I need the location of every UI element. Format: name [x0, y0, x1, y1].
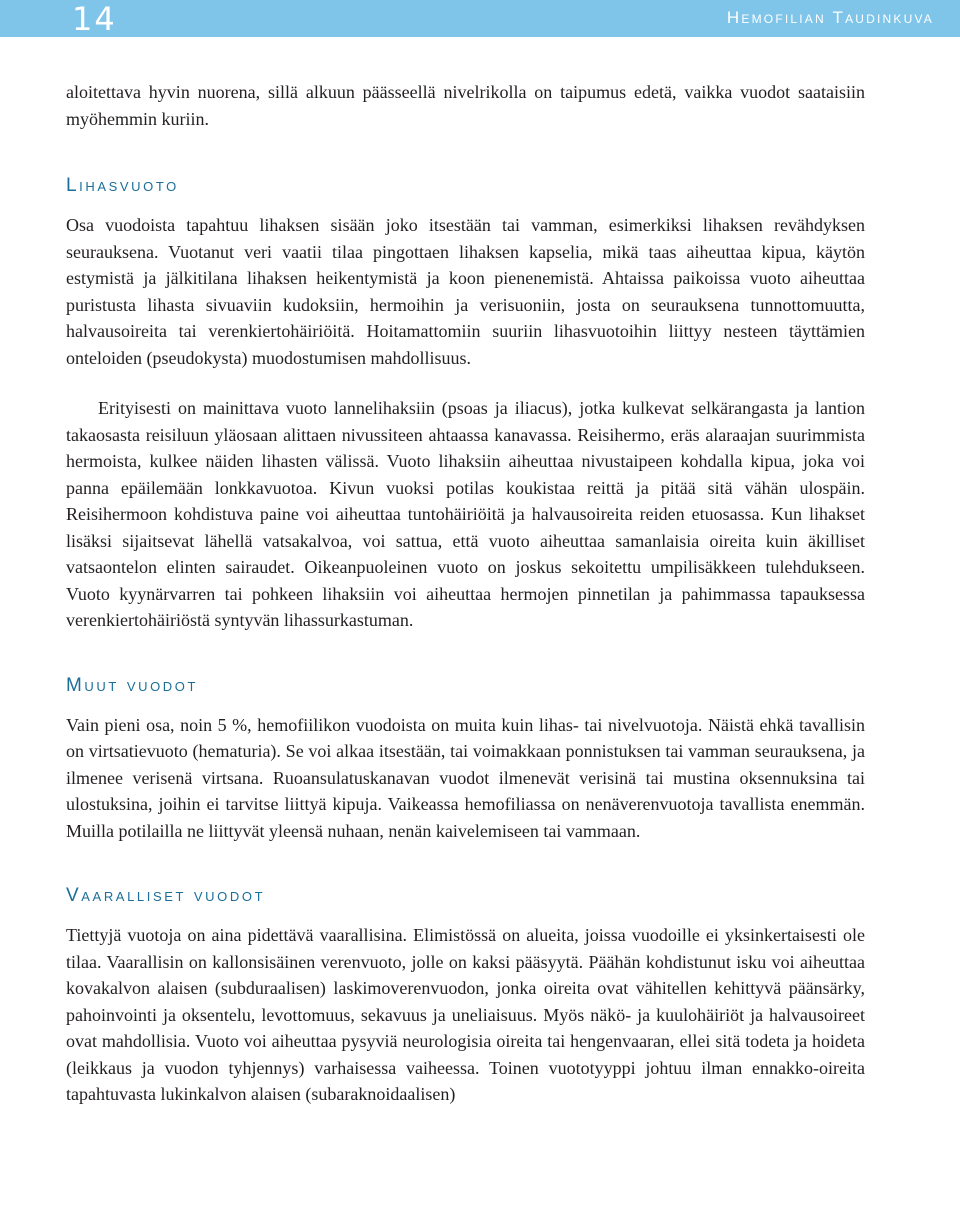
- page-number: 14: [72, 0, 117, 38]
- lihasvuoto-paragraph-1: Osa vuodoista tapahtuu lihaksen sisään joko itsestään tai vamman, esimerkiksi lihaksen revähdyksen seurauksena. Vuotanut veri vaatii tilaa pingottaen lihaksen kapselia, mikä taas aiheuttaa kipua, käytön estymistä ja jälkitilana lihaksen heikentymistä ja koon pienenemistä. Ahtaissa paikoissa vuoto aiheuttaa puristusta lihasta sivuaviin kudoksiin, hermoihin ja verisuoniin, josta on seurauksena tunnottomuutta, halvausoireita tai verenkiertohäiriöitä. Hoitamattomiin suuriin lihasvuotoihin liittyy nesteen täyttämien onteloiden (pseudokysta) muodostumisen mahdollisuus.: [66, 215, 865, 368]
- lihasvuoto-paragraph-2: Erityisesti on mainittava vuoto lannelihaksiin (psoas ja iliacus), jotka kulkevat selkärangasta ja lantion takaosasta reisiluun yläosaan alittaen nivussiteen ahtaassa kanavassa. Reisihermo, eräs alaraajan suurimmista hermoista, kulkee näiden lihasten välissä. Vuoto lihaksiin aiheuttaa nivustaipeen kohdalla kipua, joka voi panna epäilemään lonkkavuotoa. Kivun vuoksi potilas koukistaa reittä ja pitää sitä vähän ulospäin. Reisihermoon kohdistuva paine voi aiheuttaa tuntohäiriöitä ja halvausoireita reiden etuosassa. Kun lihakset lisäksi sijaitsevat lähellä vatsakalvoa, voi sattua, että vuoto aiheuttaa samanlaisia oireita kuin äkilliset vatsaontelon elinten sairaudet. Oikeanpuoleinen vuoto on joskus sekoitettu umpilisäkkeen tulehdukseen. Vuoto kyynärvarren tai pohkeen lihaksiin voi aiheuttaa hermojen pinnetilan ja pahimmassa tapauksessa verenkiertohäiriöstä syntyvän lihassurkastuman.: [66, 398, 865, 630]
- header-band: [0, 0, 960, 37]
- page-content: [66, 79, 865, 1108]
- running-title: Hemofilian Taudinkuva: [726, 8, 934, 27]
- muut-vuodot-paragraph: Vain pieni osa, noin 5 %, hemofiilikon vuodoista on muita kuin lihas- tai nivelvuotoja. Näistä ehkä tavallisin on virtsatievuoto (hematuria). Se voi alkaa itsestään, tai voimakkaan ponnistuksen tai vamman seurauksena, ja ilmenee verisenä virtsana. Ruoansulatuskanavan vuodot ilmenevät verisinä tai mustina oksennuksina tai ulostuksina, joihin ei tarvitse liittyä kipuja. Vaikeassa hemofiliassa on nenäverenvuotoja tavallista enemmän. Muilla potilailla ne liittyvät yleensä nuhaan, nenän kaivelemiseen tai vammaan.: [66, 714, 865, 841]
- vaaralliset-vuodot-paragraph: Tiettyjä vuotoja on aina pidettävä vaarallisina. Elimistössä on alueita, joissa vuodoille ei yksinkertaisesti ole tilaa. Vaarallisin on kallonsisäinen verenvuoto, jolle on kaksi pääsyytä. Päähän kohdistunut isku voi aiheuttaa kovakalvon alaisen (subduraalisen) laskimoverenvuodon, jonka oireita ovat vähitellen kehittyvä päänsärky, pahoinvointi ja oksentelu, levottomuus, sekavuus ja uneliaisuus. Myös näkö- ja kuulohäiriöt ja halvausoireet ovat mahdollisia. Vuoto voi aiheuttaa pysyviä neurologisia oireita tai hengenvaaran, ellei sitä todeta ja hoideta (leikkaus ja vuodon tyhjennys) varhaisessa vaiheessa. Toinen vuototyyppi johtuu ilman ennakko-oireita tapahtuvasta lukinkalvon alaisen (subaraknoidaalisen): [66, 925, 865, 1104]
- section-heading-lihasvuoto: Lihasvuoto: [66, 175, 179, 196]
- section-heading-vaaralliset-vuodot: Vaaralliset vuodot: [66, 885, 266, 906]
- section-heading-muut-vuodot: Muut vuodot: [66, 674, 199, 696]
- intro-paragraph: aloitettava hyvin nuorena, sillä alkuun päässeellä nivelrikolla on taipumus edetä, vaikka vuodot saataisiin myöhemmin kuriin.: [66, 82, 865, 129]
